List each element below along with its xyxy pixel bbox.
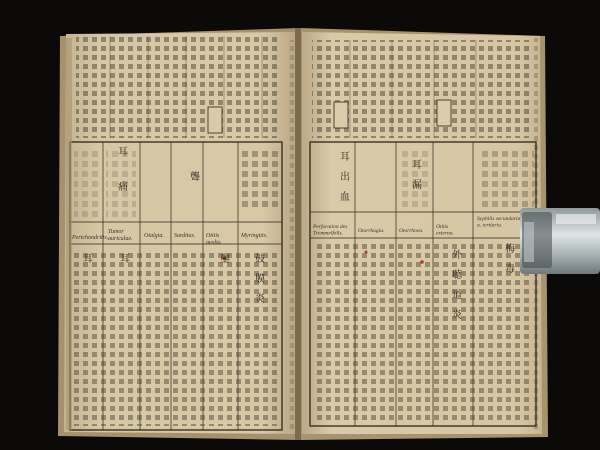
table-heading-character: 炎 bbox=[452, 310, 462, 321]
header-otorrhoea: Otorrhoea. bbox=[399, 228, 424, 234]
table-heading-character: 耳 bbox=[118, 147, 128, 158]
table-heading-character: 聴 bbox=[452, 270, 462, 281]
header-myringitis: Myringitis. bbox=[241, 233, 268, 239]
table-heading-character: 聾 bbox=[190, 172, 200, 183]
table-heading-character: 耳 bbox=[83, 254, 93, 265]
header-otitis-externa: Otitis externa. bbox=[436, 224, 454, 237]
table-heading-character: 出 bbox=[340, 172, 350, 183]
table-heading-character: 耳 bbox=[340, 152, 350, 163]
table-heading-character: 道 bbox=[452, 290, 462, 301]
header-perforation-des-trommelfells: Perforation des Trommelfells. bbox=[313, 224, 348, 237]
table-heading-character: 痛 bbox=[118, 182, 128, 193]
table-heading-character: 梅 bbox=[505, 244, 515, 255]
table-heading-character: 漏 bbox=[412, 180, 422, 191]
table-heading-character: 血 bbox=[340, 192, 350, 203]
table-heading-character: 鼓 bbox=[255, 254, 265, 265]
table-heading-character: 膜 bbox=[255, 274, 265, 285]
table-heading-character: 炎 bbox=[255, 294, 265, 305]
header-syphilis: Syphilis secundaria a. tertiaria. bbox=[477, 216, 521, 229]
table-heading-character: 毒 bbox=[505, 264, 515, 275]
table-heading-character: 耳 bbox=[120, 254, 130, 265]
table-heading-character: 外 bbox=[452, 250, 462, 261]
header-otalgia: Otalgia. bbox=[144, 233, 164, 239]
header-tumor-auriculae: Tumor auriculae. bbox=[108, 229, 133, 242]
metal-page-clip bbox=[520, 208, 600, 274]
book-spine bbox=[295, 28, 301, 440]
header-otorrhagia: Otorrhagia. bbox=[358, 228, 385, 234]
header-surditas: Surditas. bbox=[174, 233, 196, 239]
table-heading-character: 耳 bbox=[412, 160, 422, 171]
table-heading-character: 壟 bbox=[220, 254, 230, 265]
header-otitis-media: Otitis media. bbox=[206, 233, 223, 246]
header-perichondritis: Perichondritis. bbox=[72, 235, 109, 241]
